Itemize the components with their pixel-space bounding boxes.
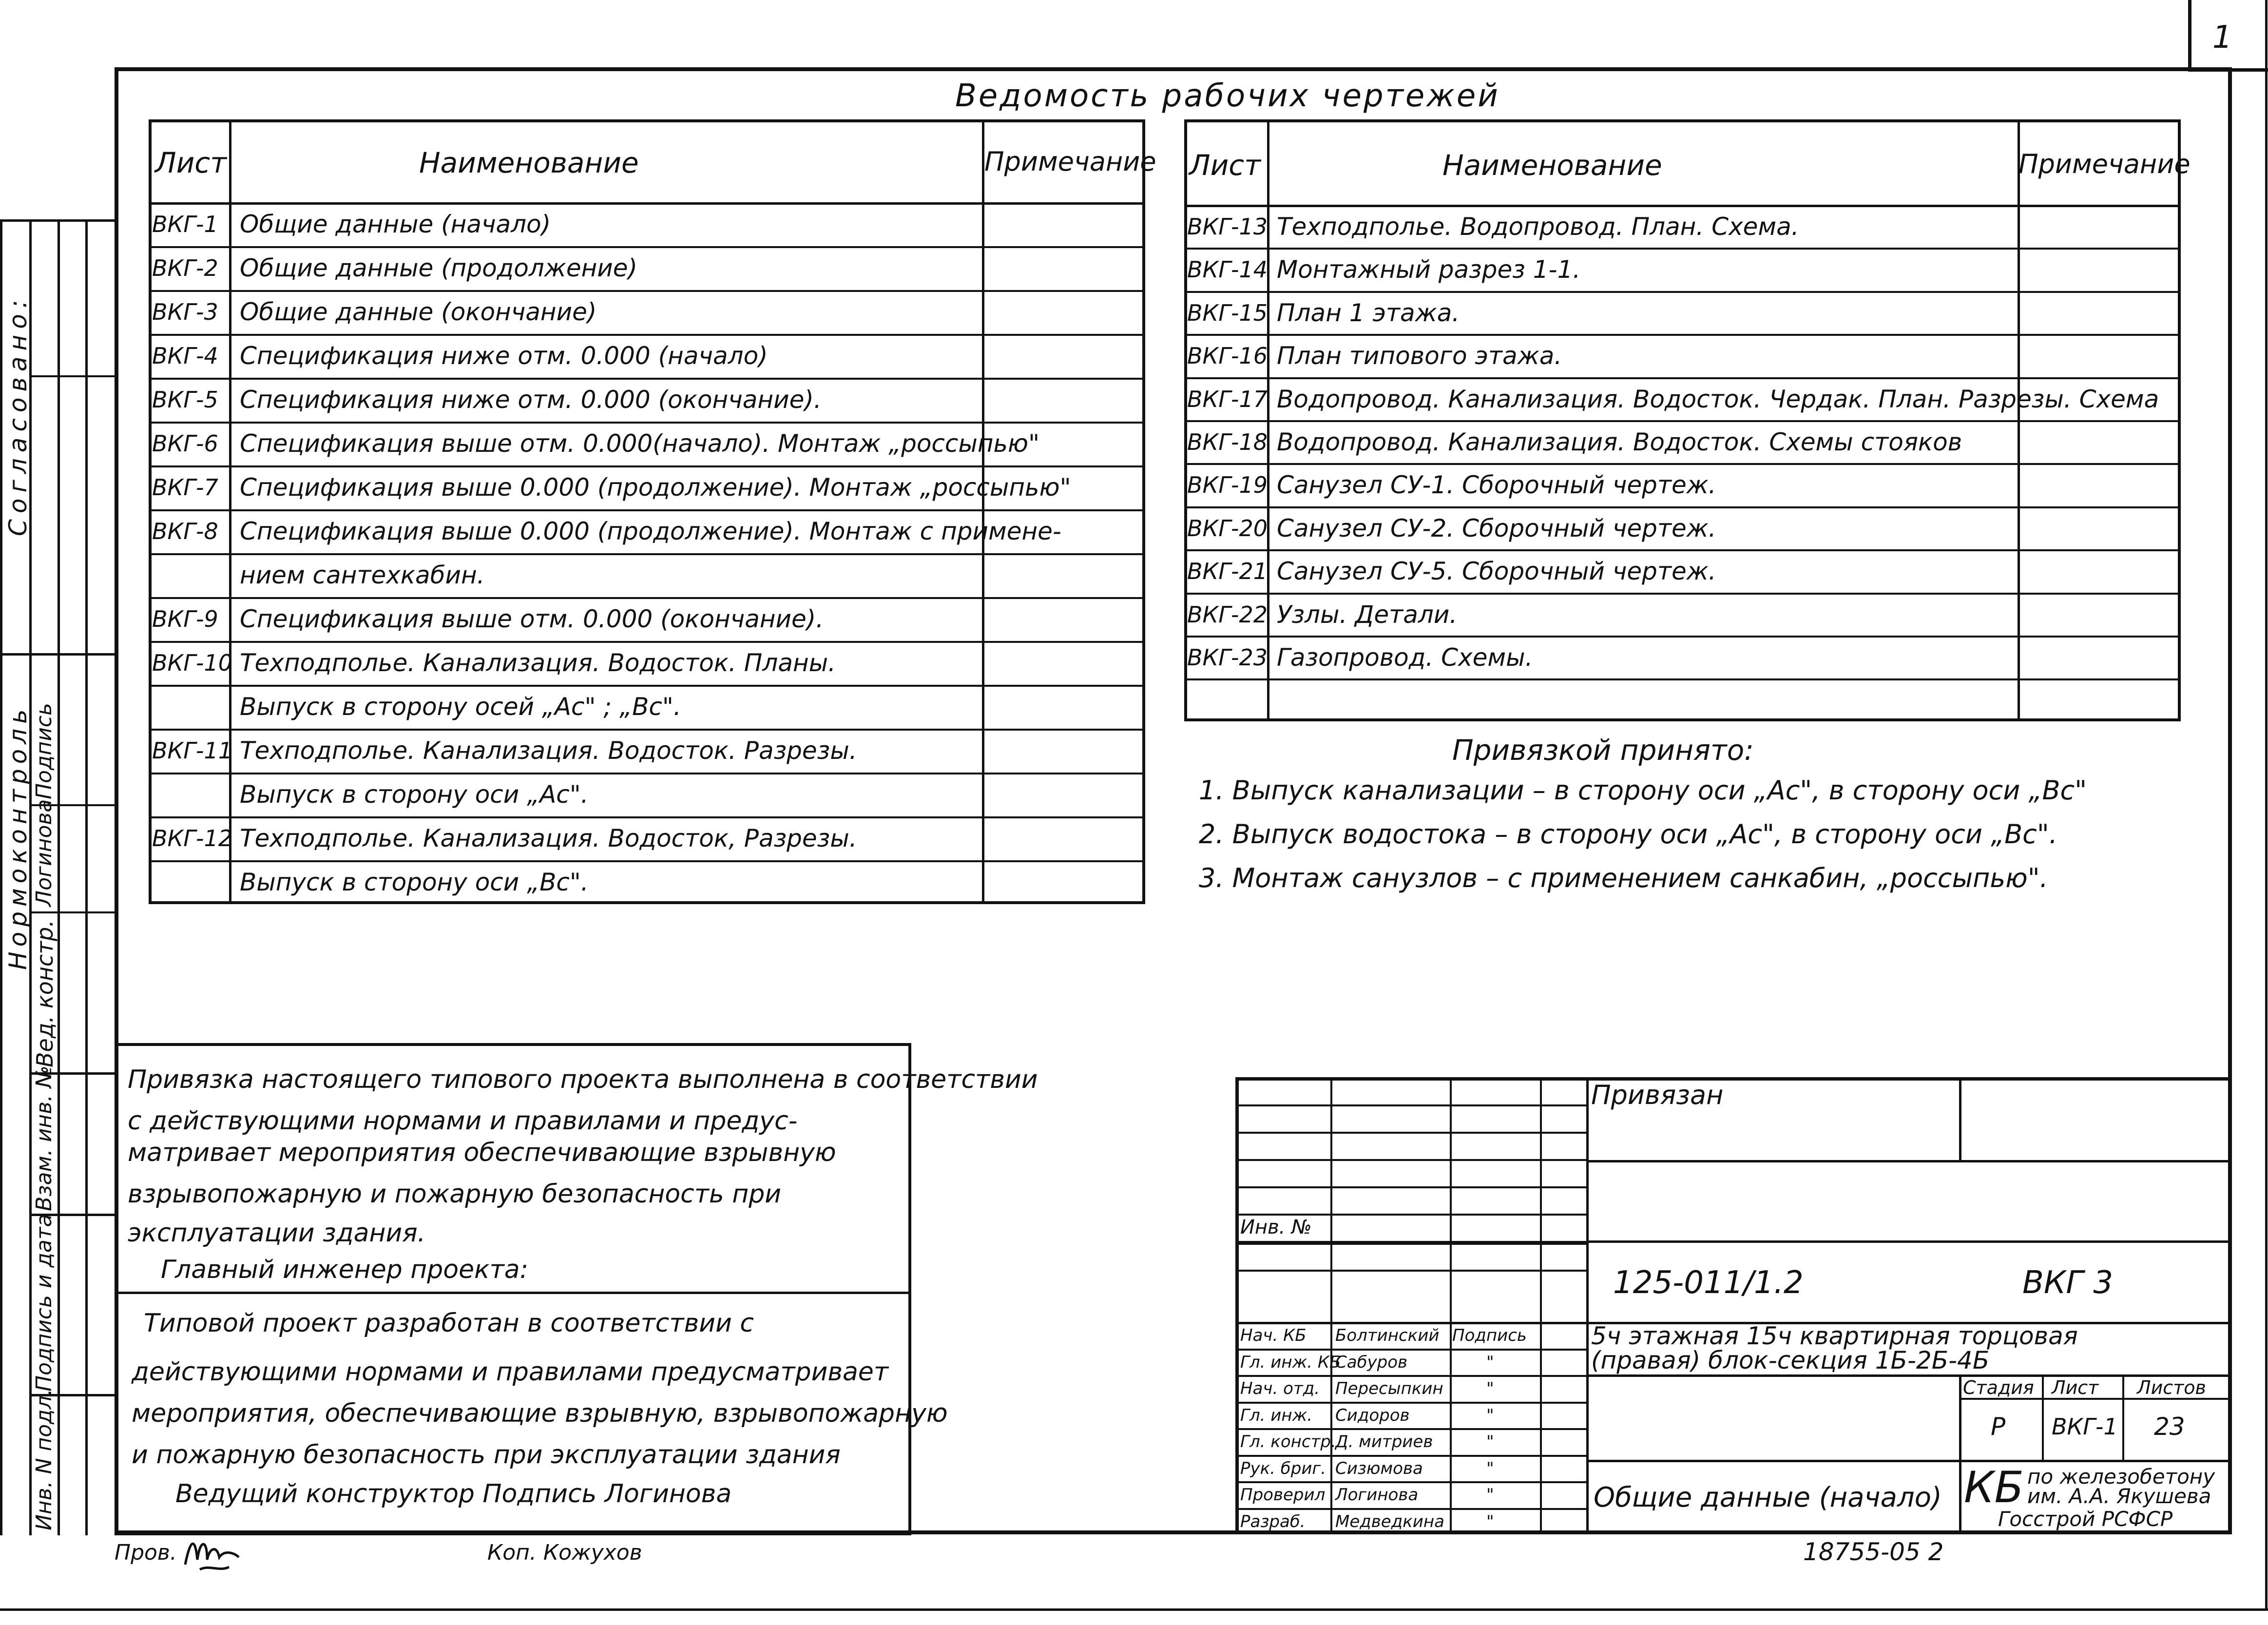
right-row-sheet: ВКГ-18 [1187,429,1268,455]
right-row-name: Монтажный разрез 1-1. [1277,255,1581,284]
right-row-sheet: ВКГ-16 [1187,343,1268,369]
tb-code: 125-011/1.2 [1613,1265,1804,1301]
binding-item-3: 3. Монтаж санузлов – с применением санкабин, „россыпью". [1199,863,2048,893]
tb-role-name: Сидоров [1335,1406,1410,1425]
left-row-line [149,641,1145,643]
right-row-line [1184,506,2181,508]
left-col-divider-2 [982,119,984,904]
tb-role: Гл. констр. [1240,1432,1336,1451]
left-header-sheet: Лист [155,146,227,179]
drawing-number: 18755-05 2 [1803,1538,1944,1566]
left-row-line [149,465,1145,467]
tb-role-row [1235,1455,1586,1457]
tb-org-3: им. А.А. Якушева [2027,1484,2211,1508]
left-row-sheet: ВКГ-10 [152,650,232,676]
copied-label: Коп. Кожухов [487,1540,642,1565]
right-row-line [1184,377,2181,379]
note2-line: Типовой проект разработан в соответствии с [144,1309,754,1338]
tb-grid-row [1235,1159,1586,1161]
stamp-normcontrol: Нормоконтроль [4,704,32,970]
tb-grid-col [1450,1077,1452,1534]
left-row-sheet: ВКГ-11 [152,737,232,764]
right-row-sheet: ВКГ-14 [1187,256,1268,283]
left-row-name: Спецификация выше 0.000 (продолжение). Монтаж „россыпью" [240,473,1071,502]
right-row-line [1184,248,2181,250]
right-row-sheet: ВКГ-15 [1187,300,1268,326]
left-row-name: Спецификация ниже отм. 0.000 (окончание). [240,386,822,414]
right-edge-line [2265,0,2268,1608]
note-line: Привязка настоящего типового проекта выполнена в соответствии [128,1065,1038,1094]
right-row-sheet: ВКГ-22 [1187,601,1268,628]
tb-mark: ВКГ 3 [2022,1265,2114,1301]
left-col-divider-1 [229,119,231,904]
tb-org-2: по железобетону [2027,1465,2215,1489]
binding-heading: Привязкой принято: [1452,734,1754,767]
tb-role: Проверил [1240,1485,1326,1505]
tb-bound-divider [1959,1077,1961,1160]
tb-grid-row [1235,1243,1586,1245]
right-row-sheet: ВКГ-13 [1187,213,1268,240]
left-row-name: Общие данные (окончание) [240,298,597,326]
tb-grid-row [1235,1270,1586,1272]
bottom-edge-line [0,1608,2268,1611]
tb-role-sign: " [1486,1353,1494,1372]
tb-role-sign: " [1486,1512,1494,1531]
left-row-sheet: ВКГ-9 [152,606,218,632]
page-title: Ведомость рабочих чертежей [955,78,1500,114]
right-header-sheet: Лист [1189,149,1261,182]
binding-item-2: 2. Выпуск водостока – в сторону оси „Ас", в сторону оси „Вс". [1199,819,2057,850]
stamp-strip-line-4 [85,219,88,1535]
right-row-sheet: ВКГ-17 [1187,386,1268,412]
note2-line: и пожарную безопасность при эксплуатации здания [132,1440,841,1470]
left-row-name: нием сантехкабин. [240,561,485,589]
binding-item-1: 1. Выпуск канализации – в сторону оси „Ас", в сторону оси „Вс" [1199,775,2087,806]
right-row-sheet: ВКГ-20 [1187,515,1268,542]
stamp-strip-h-1 [0,219,115,222]
note-line: эксплуатации здания. [128,1219,426,1248]
tb-line [1586,1240,2230,1243]
tb-grid-col [1540,1077,1542,1534]
right-header-name: Наименование [1442,149,1662,182]
right-header-line [1184,205,2181,207]
right-row-name: Водопровод. Канализация. Водосток. Схемы стояков [1277,428,1962,456]
checked-signature [180,1530,258,1574]
tb-role-name: Сабуров [1335,1353,1408,1372]
left-row-sheet: ВКГ-6 [152,430,218,457]
tb-main-divider [1586,1077,1589,1534]
tb-stage-h: Стадия [1963,1377,2034,1398]
right-row-name: Санузел СУ-5. Сборочный чертеж. [1277,557,1716,585]
right-row-line [1184,678,2181,680]
right-row-name: Техподполье. Водопровод. План. Схема. [1277,213,1799,241]
left-row-line [149,246,1145,248]
stamp-replace-inv: Взам. инв. № [32,1065,57,1211]
tb-role: Нач. КБ [1240,1326,1307,1345]
tb-role-sign: " [1486,1379,1494,1398]
tb-sheet-h: Лист [2052,1377,2099,1398]
tb-sheets-h: Листов [2137,1377,2206,1398]
right-row-name: План 1 этажа. [1277,299,1460,327]
tb-role-row [1235,1349,1586,1351]
left-row-line [149,773,1145,774]
tb-role-name: Пересыпкин [1335,1379,1443,1398]
tb-role-name: Сизюмова [1335,1459,1423,1478]
left-row-sheet: ВКГ-8 [152,518,218,544]
tb-line [1586,1160,2230,1162]
left-row-sheet: ВКГ-12 [152,825,232,851]
tb-stage-col [2042,1374,2044,1460]
tb-role-sign: " [1486,1406,1494,1425]
tb-grid-col [1330,1077,1332,1534]
right-header-note: Примечание [2018,149,2191,179]
tb-role-row [1235,1481,1586,1483]
right-row-name: Санузел СУ-1. Сборочный чертеж. [1277,471,1716,499]
tb-stage: Р [1991,1412,2006,1441]
tb-bound: Привязан [1591,1080,1724,1110]
tb-role: Гл. инж. КБ [1240,1353,1341,1372]
stamp-strip-h-3 [0,653,115,656]
tb-org-4: Госстрой РСФСР [1998,1507,2173,1531]
tb-line [1586,1374,2230,1377]
tb-role-row [1235,1428,1586,1430]
stamp-strip-h-5 [29,911,115,913]
tb-desc-1: 5ч этажная 15ч квартирная торцовая [1591,1322,2078,1350]
left-row-sheet: ВКГ-3 [152,299,218,325]
stamp-signature: Подпись [32,703,57,799]
tb-grid-row [1235,1186,1586,1188]
note-line: взрывопожарную и пожарную безопасность при [128,1180,782,1209]
left-row-name: Спецификация выше отм. 0.000(начало). Монтаж „россыпью" [240,429,1040,458]
page-number: 1 [2212,19,2232,56]
tb-role: Нач. отд. [1240,1379,1320,1398]
right-row-name: Узлы. Детали. [1277,600,1458,629]
right-row-sheet: ВКГ-19 [1187,472,1268,498]
left-row-sheet: ВКГ-7 [152,474,218,501]
left-row-sheet: ВКГ-1 [152,211,218,237]
stamp-strip-line-1 [0,219,2,1535]
right-row-line [1184,420,2181,422]
note2-line: Ведущий конструктор Подпись Логинова [175,1479,732,1509]
left-row-line [149,553,1145,555]
left-row-name: Техподполье. Канализация. Водосток. Планы. [240,649,836,677]
right-row-line [1184,291,2181,293]
tb-org-1: КБ [1964,1462,2024,1512]
tb-role-name: Медведкина [1335,1512,1444,1531]
left-row-name: Спецификация выше отм. 0.000 (окончание). [240,605,824,633]
left-row-sheet: ВКГ-2 [152,255,218,281]
left-row-line [149,509,1145,511]
stamp-lead-designer: Вед. констр. [32,920,58,1067]
stamp-inv-original: Инв. N подл. [32,1389,57,1530]
note2-line: мероприятия, обеспечивающие взрывную, взрывопожарную [132,1399,948,1428]
tb-role-sign: " [1486,1432,1494,1451]
left-header-note: Примечание [984,146,1156,177]
left-header-name: Наименование [419,146,639,179]
right-row-name: План типового этажа. [1277,342,1562,370]
left-row-name: Выпуск в сторону осей „Ас" ; „Вс". [240,693,681,721]
tb-role-sign: " [1486,1485,1494,1505]
tb-sign-header: Подпись [1452,1326,1527,1345]
left-row-sheet: ВКГ-4 [152,343,218,369]
left-row-line [149,816,1145,818]
tb-role-sign: " [1486,1459,1494,1478]
tb-sheet: ВКГ-1 [2052,1413,2118,1440]
left-row-line [149,334,1145,336]
note-box-divider [115,1292,911,1294]
tb-grid-row [1235,1214,1586,1216]
right-row-name: Водопровод. Канализация. Водосток. Чердак. План. Разрезы. Схема [1277,385,2159,413]
tb-inv-no: Инв. № [1240,1216,1312,1238]
left-row-name: Выпуск в сторону оси „Ас". [240,780,589,809]
right-row-line [1184,636,2181,638]
left-row-name: Спецификация ниже отм. 0.000 (начало) [240,342,768,370]
left-row-line [149,729,1145,731]
left-row-line [149,860,1145,862]
right-row-sheet: ВКГ-21 [1187,558,1268,584]
left-row-name: Выпуск в сторону оси „Вс". [240,868,589,896]
tb-grid-row [1235,1104,1586,1106]
checked-label: Пров. [115,1540,177,1565]
left-row-name: Техподполье. Канализация. Водосток, Разрезы. [240,824,857,852]
note2-line: действующими нормами и правилами предусматривает [132,1357,889,1387]
tb-role-name: Логинова [1335,1485,1419,1505]
tb-role: Рук. бриг. [1240,1459,1326,1478]
right-row-line [1184,593,2181,595]
tb-stage-col [2122,1374,2124,1460]
right-row-line [1184,549,2181,551]
right-row-name: Санузел СУ-2. Сборочный чертеж. [1277,514,1716,542]
tb-role: Гл. инж. [1240,1406,1313,1425]
left-row-line [149,597,1145,599]
left-row-line [149,378,1145,380]
tb-sheet-title: Общие данные (начало) [1594,1482,1942,1513]
right-row-line [1184,334,2181,336]
right-row-line [1184,463,2181,465]
note-line: матривает мероприятия обеспечивающие взрывную [128,1138,836,1167]
stamp-agreed: Согласовано: [4,294,32,536]
stamp-loginova: Логинова [32,799,57,907]
left-header-line [149,202,1145,205]
note-line: с действующими нормами и правилами и предус- [128,1106,798,1136]
left-row-name: Техподполье. Канализация. Водосток. Разрезы. [240,736,857,765]
left-row-name: Общие данные (начало) [240,210,551,238]
left-row-line [149,422,1145,424]
tb-role-name: Болтинский [1335,1326,1440,1345]
right-row-sheet: ВКГ-23 [1187,644,1268,671]
right-row-name: Газопровод. Схемы. [1277,643,1533,672]
tb-role-row [1235,1508,1586,1510]
tb-line [1586,1460,2230,1462]
stamp-sign-date: Подпись и дата [32,1214,57,1392]
tb-sheets: 23 [2154,1412,2185,1441]
left-row-name: Общие данные (продолжение) [240,254,638,282]
left-row-line [149,685,1145,687]
stamp-strip-line-3 [58,219,60,1535]
tb-desc-2: (правая) блок-секция 1Б-2Б-4Б [1591,1346,1990,1374]
tb-grid-row [1235,1132,1586,1134]
left-row-name: Спецификация выше 0.000 (продолжение). Монтаж с примене- [240,517,1061,545]
note-line: Главный инженер проекта: [161,1255,529,1284]
tb-role: Разраб. [1240,1512,1306,1531]
tb-role-row [1235,1375,1586,1377]
tb-role-name: Д. митриев [1335,1432,1433,1451]
tb-role-row [1235,1402,1586,1404]
stamp-strip-h-2 [29,375,115,377]
left-row-line [149,290,1145,292]
left-row-sheet: ВКГ-5 [152,387,218,413]
